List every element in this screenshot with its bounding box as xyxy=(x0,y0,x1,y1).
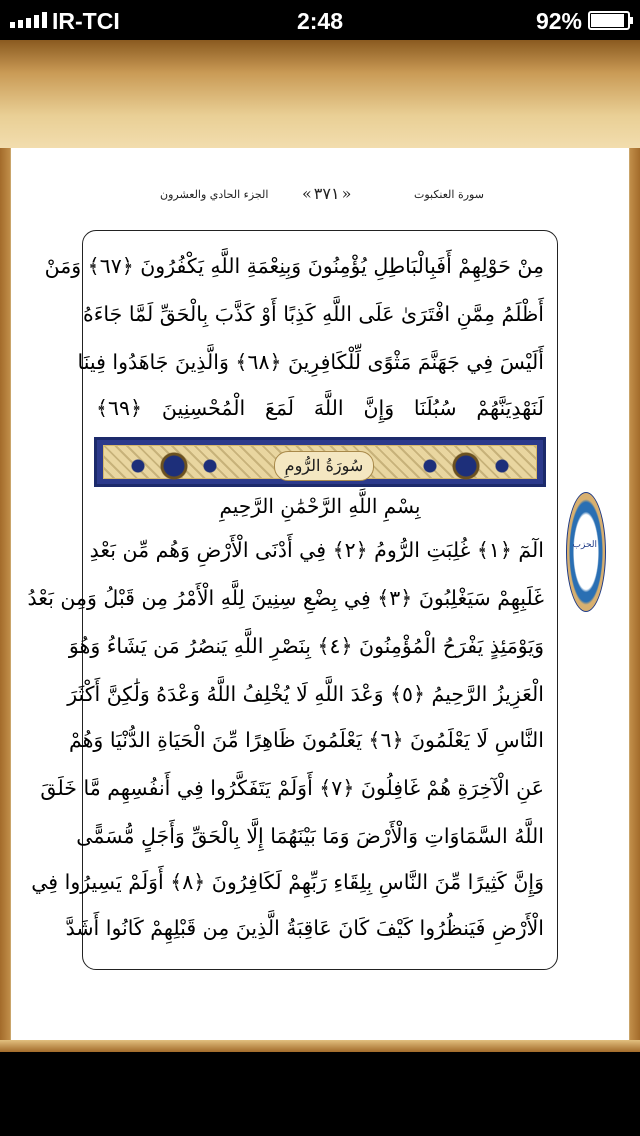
banner-ornament-left xyxy=(114,450,234,482)
battery-percent: 92% xyxy=(535,8,582,34)
banner-ornament xyxy=(103,445,537,479)
hizb-marker-icon xyxy=(566,492,606,612)
page-frame-top xyxy=(0,40,640,148)
verse-line[interactable]: الْأَرْضِ فَيَنظُرُوا كَيْفَ كَانَ عَاقِبَةُ الَّذِينَ مِن قَبْلِهِمْ كَانُوا أَشَدَّ xyxy=(65,916,544,940)
bottom-bar xyxy=(0,1052,640,1136)
surah-title: سُورَةُ الرُّومِ xyxy=(274,451,374,481)
juz-label: الجزء الحادي والعشرون xyxy=(160,188,269,201)
clock: 2:48 xyxy=(296,8,344,34)
verse-line[interactable]: أَلَيْسَ فِي جَهَنَّمَ مَثْوًى لِّلْكَافِرِينَ ﴿٦٨﴾ وَالَّذِينَ جَاهَدُوا فِينَا xyxy=(77,350,544,374)
page-frame-bottom xyxy=(0,1040,640,1052)
verse-line[interactable]: أَظْلَمُ مِمَّنِ افْتَرَىٰ عَلَى اللَّهِ كَذِبًا أَوْ كَذَّبَ بِالْحَقِّ لَمَّا جَاءَهُ xyxy=(83,302,544,326)
surah-name-label: سورة العنكبوت xyxy=(414,188,484,201)
page-header xyxy=(14,178,626,218)
verse-line[interactable]: غَلَبِهِمْ سَيَغْلِبُونَ ﴿٣﴾ فِي بِضْعِ سِنِينَ لِلَّهِ الْأَمْرُ مِن قَبْلُ وَمِن بَعْدُ xyxy=(27,586,544,610)
verse-line[interactable]: لَنَهْدِيَنَّهُمْ سُبُلَنَا وَإِنَّ اللَّهَ لَمَعَ الْمُحْسِنِينَ ﴿٦٩﴾ xyxy=(96,396,544,420)
carrier-name: IR-TCI xyxy=(52,8,120,34)
battery-icon xyxy=(588,11,630,30)
verse-line[interactable]: عَنِ الْآخِرَةِ هُمْ غَافِلُونَ ﴿٧﴾ أَوَلَمْ يَتَفَكَّرُوا فِي أَنفُسِهِم مَّا خَلَقَ xyxy=(40,776,544,800)
status-bar xyxy=(0,0,640,40)
verse-line[interactable]: مِنْ حَوْلِهِمْ أَفَبِالْبَاطِلِ يُؤْمِنُونَ وَبِنِعْمَةِ اللَّهِ يَكْفُرُونَ ﴿٦٧﴾ وَمَنْ xyxy=(44,254,544,278)
verse-line[interactable]: النَّاسِ لَا يَعْلَمُونَ ﴿٦﴾ يَعْلَمُونَ ظَاهِرًا مِّنَ الْحَيَاةِ الدُّنْيَا وَهُمْ xyxy=(68,728,544,752)
verse-line[interactable]: الٓمٓ ﴿١﴾ غُلِبَتِ الرُّومُ ﴿٢﴾ فِي أَدْنَى الْأَرْضِ وَهُم مِّن بَعْدِ xyxy=(89,538,544,562)
verse-line[interactable]: وَيَوْمَئِذٍ يَفْرَحُ الْمُؤْمِنُونَ ﴿٤﴾ بِنَصْرِ اللَّهِ يَنصُرُ مَن يَشَاءُ وَهُوَ xyxy=(68,634,544,658)
verse-line[interactable]: اللَّهُ السَّمَاوَاتِ وَالْأَرْضَ وَمَا بَيْنَهُمَا إِلَّا بِالْحَقِّ وَأَجَلٍ مُّسَمًّى xyxy=(76,824,544,848)
page-number: « ٣٧١ » xyxy=(302,184,351,203)
banner-ornament-right xyxy=(406,450,526,482)
surah-banner xyxy=(94,437,546,487)
basmala: بِسْمِ اللَّهِ الرَّحْمَٰنِ الرَّحِيمِ xyxy=(219,494,421,518)
hizb-label: الحزب xyxy=(572,540,597,550)
verse-line[interactable]: الْعَزِيزُ الرَّحِيمُ ﴿٥﴾ وَعْدَ اللَّهِ لَا يُخْلِفُ اللَّهُ وَعْدَهُ وَلَٰكِنَّ أَكْثَرَ xyxy=(67,682,544,706)
verse-line[interactable]: وَإِنَّ كَثِيرًا مِّنَ النَّاسِ بِلِقَاءِ رَبِّهِمْ لَكَافِرُونَ ﴿٨﴾ أَوَلَمْ يَسِيرُوا فِي xyxy=(31,870,544,894)
